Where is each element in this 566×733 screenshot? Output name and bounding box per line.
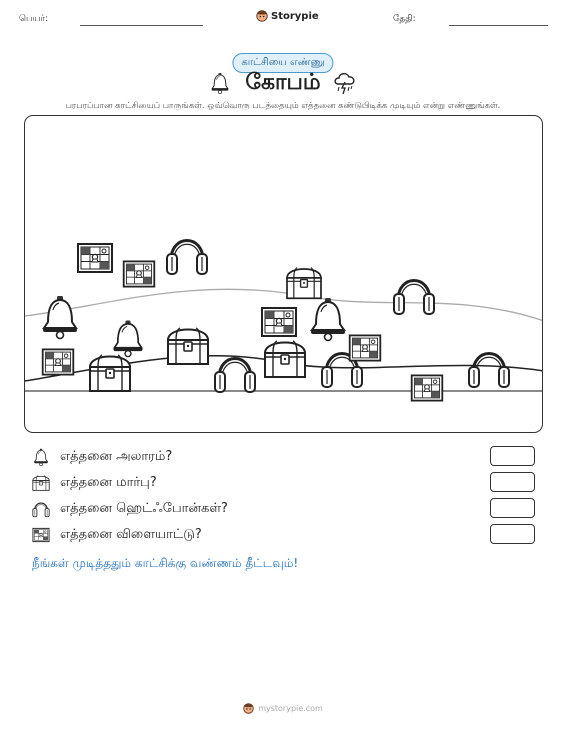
counting-scene (24, 115, 543, 433)
alarm-bell-1[interactable] (43, 296, 77, 339)
treasure-chest-icon (32, 474, 50, 492)
question-row-alarms (32, 446, 535, 468)
page-title: கோபம் (245, 70, 321, 95)
question-row-chests (32, 472, 535, 494)
answer-box-games[interactable] (490, 524, 535, 544)
headphones-1[interactable] (167, 241, 207, 275)
question-text: எத்தனை ஹெட்ஃபோன்கள்? (60, 501, 228, 516)
board-game-3[interactable] (262, 308, 296, 336)
storypie-icon (256, 10, 268, 22)
treasure-chest-3[interactable] (90, 355, 130, 391)
headphones-3[interactable] (215, 359, 255, 393)
alarm-bell-2[interactable] (114, 321, 143, 357)
storypie-icon (243, 703, 254, 714)
answer-box-alarms[interactable] (490, 446, 535, 466)
storm-cloud-icon (332, 70, 358, 96)
board-game-6[interactable] (412, 375, 443, 400)
instructions-text: பரபரப்பான காட்சியைப் பாருங்கள். ஒவ்வொரு படத்தையும் எத்தனை கண்டுபிடிக்க முடியும் என்று எண்ணுங்கள். (65, 101, 501, 111)
name-line[interactable] (80, 25, 203, 26)
alarm-bell-3[interactable] (311, 298, 345, 341)
board-game-2[interactable] (124, 261, 155, 286)
treasure-chest-2[interactable] (168, 328, 208, 364)
treasure-chest-4[interactable] (265, 341, 305, 377)
alarm-bell-icon (32, 448, 50, 466)
board-game-1[interactable] (78, 244, 112, 272)
coloring-prompt: நீங்கள் முடித்ததும் காட்சிக்கு வண்ணம் தீட்டவும்! (32, 556, 299, 570)
brand-name: Storypie (271, 10, 319, 22)
footer-url[interactable]: mystorypie.com (258, 704, 323, 713)
board-game-5[interactable] (43, 349, 74, 374)
date-label: தேதி: (393, 14, 416, 24)
headphones-5[interactable] (469, 354, 509, 388)
date-line[interactable] (449, 25, 548, 26)
headphones-icon (32, 500, 50, 518)
question-row-headphones (32, 498, 535, 520)
board-game-icon (32, 526, 50, 544)
answer-box-chests[interactable] (490, 472, 535, 492)
activity-badge: காட்சியை எண்ணு (232, 53, 333, 73)
footer (0, 703, 566, 714)
question-text: எத்தனை அலாரம்? (60, 449, 173, 464)
brand-logo (256, 10, 319, 22)
question-text: எத்தனை மார்பு? (60, 475, 157, 490)
treasure-chest-1[interactable] (287, 268, 321, 299)
question-text: எத்தனை விளையாட்டு? (60, 527, 202, 542)
board-game-4[interactable] (350, 335, 381, 360)
answer-box-headphones[interactable] (490, 498, 535, 518)
headphones-2[interactable] (394, 281, 434, 315)
question-row-games (32, 524, 535, 546)
name-label: பெயர்: (19, 14, 49, 24)
